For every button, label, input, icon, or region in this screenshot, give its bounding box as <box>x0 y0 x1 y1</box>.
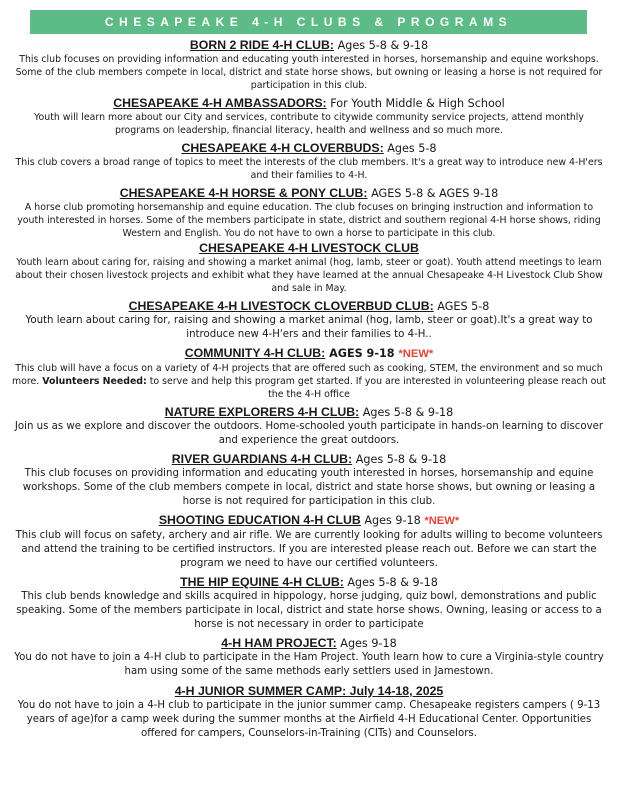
club-description: Youth learn about caring for, raising and showing a market animal (hog, lamb, steer or goat). Youth attend meetings to learn about their chosen livestock projects and exhibit what they have learned at the annual Chesapeake 4-H Livestock Club Show and sale in May. <box>15 257 603 294</box>
club-hip-equine <box>12 575 606 632</box>
club-description <box>12 362 606 401</box>
club-nature-explorers <box>12 405 606 448</box>
club-description: Youth will learn more about our City and services, contribute to citywide community service projects, attend monthly programs on leadership, financial literacy, health and wellness and so much more. <box>34 112 584 136</box>
club-ages: Ages 9-18 <box>360 514 425 527</box>
club-description: You do not have to join a 4-H club to participate in the junior summer camp. Chesapeake registers campers ( 9-13 years of age)for a camp week during the summer months at the Airfield 4-H Educational Center. Opportunities offered for campers, Counselors-in-Training (CITs) and Counselors. <box>17 700 601 739</box>
club-heading <box>12 405 606 420</box>
club-name: CHESAPEAKE 4-H AMBASSADORS: <box>113 96 327 110</box>
club-heading <box>12 299 606 314</box>
club-heading <box>12 38 606 53</box>
club-heading <box>12 186 606 201</box>
club-name: CHESAPEAKE 4-H LIVESTOCK CLUB <box>199 241 419 255</box>
club-name: BORN 2 RIDE 4-H CLUB: <box>189 38 335 52</box>
club-shooting-education <box>12 513 606 571</box>
club-ages: AGES 5-8 <box>433 300 490 313</box>
description-text-cont: to serve and help this program get started. If you are interested in volunteering please reach out the the 4-H office <box>146 376 606 400</box>
club-ages: Ages 5-8 & 9-18 <box>359 406 454 419</box>
club-heading <box>12 684 606 699</box>
club-description: This club covers a broad range of topics to meet the interests of the club members. It's a great way to introduce new 4-H'ers and their families to 4-H. <box>15 157 603 181</box>
clubs-list <box>12 38 606 745</box>
club-ages: AGES 5-8 & AGES 9-18 <box>367 187 499 200</box>
club-cloverbuds <box>12 141 606 182</box>
club-name: CHESAPEAKE 4-H LIVESTOCK CLOVERBUD CLUB: <box>128 299 434 313</box>
club-name: CHESAPEAKE 4-H CLOVERBUDS: <box>181 141 384 155</box>
volunteers-needed-label: Volunteers Needed: <box>42 376 147 387</box>
club-ages: For Youth Middle & High School <box>326 97 505 110</box>
club-ages: Ages 5-8 <box>383 142 437 155</box>
club-heading <box>12 452 606 467</box>
club-ages: Ages 9-18 <box>336 637 397 650</box>
program-ham-project <box>12 636 606 679</box>
club-description: A horse club promoting horsemanship and equine education. The club focuses on bringing instruction and information to youth interested in horses. Some of the members participate in state, district and southern regional 4-H horse shows, riding Western and English. You do not have to own a horse to participate in this club. <box>17 202 601 239</box>
program-junior-summer-camp <box>12 684 606 741</box>
club-name: COMMUNITY 4-H CLUB: <box>184 346 326 360</box>
club-name: 4-H JUNIOR SUMMER CAMP: July 14-18, 2025 <box>174 684 444 698</box>
club-name: 4-H HAM PROJECT: <box>221 636 337 650</box>
club-description: This club focuses on providing information and educating youth interested in horses, horsemanship and equine workshops. Some of the club members compete in local, district and state horse shows, but owning or leasing a horse is not required for participation in this club. <box>15 54 603 91</box>
club-ambassadors <box>12 96 606 137</box>
club-name: SHOOTING EDUCATION 4-H CLUB <box>158 513 361 527</box>
club-heading <box>12 96 606 111</box>
club-description: This club bends knowledge and skills acquired in hippology, horse judging, quiz bowl, demonstrations and public speaking. Some of the members participate in local, district and state horse shows. Owning, leasing or access to a horse is not necessary in order to participate <box>16 591 602 630</box>
club-ages: Ages 5-8 & 9-18 <box>343 576 438 589</box>
club-born-2-ride <box>12 38 606 92</box>
club-heading <box>12 141 606 156</box>
club-heading <box>12 636 606 651</box>
club-heading <box>12 513 606 529</box>
club-name: CHESAPEAKE 4-H HORSE & PONY CLUB: <box>119 186 368 200</box>
club-name: RIVER GUARDIANS 4-H CLUB: <box>171 452 353 466</box>
club-ages: Ages 5-8 & 9-18 <box>334 39 429 52</box>
club-name: THE HIP EQUINE 4-H CLUB: <box>180 575 344 589</box>
club-ages: AGES 9-18 <box>325 347 399 360</box>
club-description: This club focuses on providing information and educating youth interested in horses, horsemanship and equine workshops. Some of the club members compete in local, district and state horse shows, but owning or leasing a horse is not required for participation in this club. <box>22 468 596 507</box>
club-description: You do not have to join a 4-H club to participate in the Ham Project. Youth learn how to cure a Virginia-style country ham using some of the same methods early settlers used in Jamestown. <box>14 652 604 677</box>
club-river-guardians <box>12 452 606 509</box>
club-description: This club will focus on safety, archery and air rifle. We are currently looking for adults willing to become volunteers and attend the training to be certified instructors. If you are interested please reach out. Before we can start the program we need to have our certified volunteers. <box>15 530 603 569</box>
club-livestock <box>12 241 606 295</box>
club-livestock-cloverbud <box>12 299 606 342</box>
club-ages: Ages 5-8 & 9-18 <box>352 453 447 466</box>
club-heading <box>12 575 606 590</box>
club-description: Join us as we explore and discover the outdoors. Home-schooled youth participate in hands-on learning to discover and experience the great outdoors. <box>14 421 604 446</box>
description-text: This club will have a focus on a variety of 4-H projects that are offered such as cooking, STEM, the environment and so much more. <box>12 363 603 387</box>
new-badge: *NEW* <box>398 348 434 360</box>
club-heading <box>12 346 606 362</box>
club-horse-pony <box>12 186 606 240</box>
club-community <box>12 346 606 401</box>
club-name: NATURE EXPLORERS 4-H CLUB: <box>164 405 360 419</box>
new-badge: *NEW* <box>424 515 460 527</box>
page-banner: CHESAPEAKE 4-H CLUBS & PROGRAMS <box>30 10 587 34</box>
club-description: Youth learn about caring for, raising and showing a market animal (hog, lamb, steer or goat).It's a great way to introduce new 4-H'ers and their families to 4-H.. <box>25 315 593 340</box>
club-heading <box>12 241 606 256</box>
